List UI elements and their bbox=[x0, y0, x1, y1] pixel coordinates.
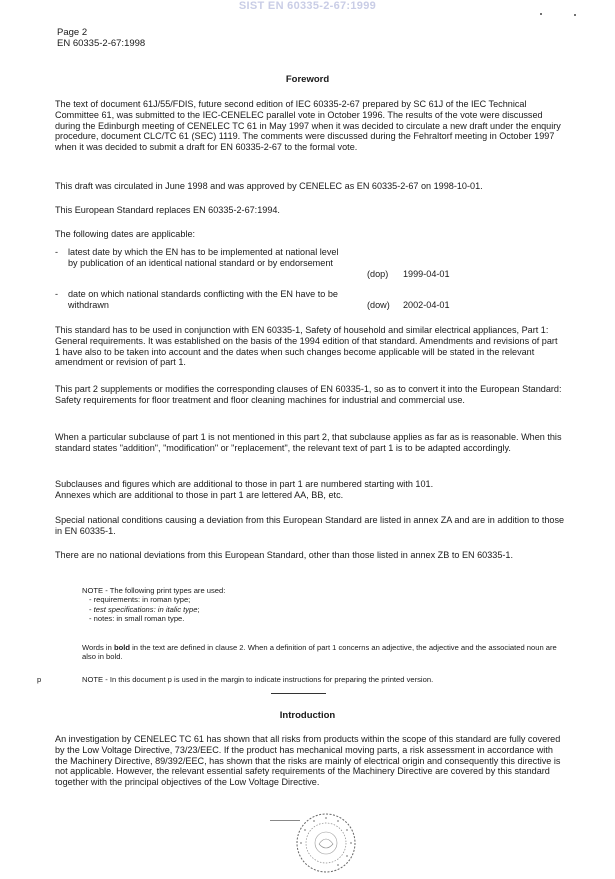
note-item-dash: - bbox=[89, 604, 94, 614]
scan-speck bbox=[540, 13, 542, 15]
foreword-paragraph: This European Standard replaces EN 60335-2-67:1994. bbox=[55, 205, 280, 215]
date-value: 2002-04-01 bbox=[403, 300, 450, 310]
note-item: - notes: in small roman type. bbox=[89, 614, 185, 624]
date-description: date on which national standards conflicting with the EN have to be withdrawn bbox=[68, 289, 338, 310]
official-stamp bbox=[295, 812, 357, 874]
bold-words-note bbox=[82, 643, 562, 662]
margin-p-marker: p bbox=[37, 675, 42, 684]
note-item bbox=[82, 605, 225, 614]
bold-words-bold: bold bbox=[113, 643, 130, 652]
bold-words-post: in the text are defined in clause 2. When a definition of part 1 concerns an adjective, the adjective and the associated noun are also in bold. bbox=[82, 643, 557, 662]
note-item: - requirements: in roman type; bbox=[89, 595, 191, 605]
document-id: EN 60335-2-67:1998 bbox=[57, 38, 146, 49]
note-print-types bbox=[82, 586, 225, 624]
page-header bbox=[57, 27, 145, 49]
bold-words-pre: Words in bbox=[82, 643, 114, 652]
foreword-paragraph: When a particular subclause of part 1 is not mentioned in this part 2, that subclause applies as far as is reasonable. When this standard states "addition", "modification" or "replacement", the relevant text of part 1 is to be adapted accordingly. bbox=[55, 432, 562, 453]
scan-speck bbox=[574, 14, 576, 16]
stamp-underline bbox=[270, 820, 300, 821]
foreword-paragraph: Subclauses and figures which are additional to those in part 1 are numbered starting with 101. bbox=[55, 479, 434, 489]
foreword-paragraph: The text of document 61J/55/FDIS, future second edition of IEC 60335-2-67 prepared by SC 61J of the IEC Technical Committee 61, was submitted to the IEC-CENELEC parallel vote in October 1996. The results of the vote were discussed during the Edinburgh meeting of CENELEC TC 61 in May 1997 when it was decided to circulate a new draft under the enquiry procedure, document CLC/TC 61 (SEC) 1119. The comments were discussed during the Fehraltorf meeting in October 1997 when it was decided to submit a draft for EN 60335-2-67 to the formal vote. bbox=[55, 99, 561, 153]
note-lead: NOTE - The following print types are used: bbox=[82, 586, 226, 595]
date-description: latest date by which the EN has to be implemented at national level by publication of an identical national standard or by endorsement bbox=[68, 247, 339, 268]
introduction-paragraph: An investigation by CENELEC TC 61 has shown that all risks from products within the scope of this standard are fully covered by the Low Voltage Directive, 73/23/EEC. If the product has mechanical moving parts, a risk assessment in accordance with the Machinery Directive, 89/392/EEC, has shown that the risks are mainly of electrical origin and consequently this directive is not applicable. However, the relevant essential safety requirements of the Machinery Directive are covered by this standard together with the principal objectives of the Low Voltage Directive. bbox=[55, 734, 561, 788]
date-value: 1999-04-01 bbox=[403, 269, 450, 279]
foreword-paragraph: The following dates are applicable: bbox=[55, 229, 196, 239]
stamp-seal-icon bbox=[295, 812, 357, 874]
foreword-paragraph: Annexes which are additional to those in part 1 are lettered AA, BB, etc. bbox=[55, 490, 344, 500]
note-item-italic: test specifications: in italic type bbox=[93, 604, 198, 614]
note-margin-instruction: NOTE - In this document p is used in the margin to indicate instructions for preparing the printed version. bbox=[82, 675, 434, 684]
page-number: Page 2 bbox=[57, 27, 88, 38]
foreword-paragraph: There are no national deviations from this European Standard, other than those listed in annex ZB to EN 60335-1. bbox=[55, 550, 513, 560]
foreword-paragraph: Special national conditions causing a deviation from this European Standard are listed in annex ZA and are in addition to those in EN 60335-1. bbox=[55, 515, 565, 536]
foreword-title: Foreword bbox=[285, 74, 330, 85]
foreword-paragraph: This standard has to be used in conjunction with EN 60335-1, Safety of household and similar electrical appliances, Part 1: General requirements. It was established on the basis of the 1994 edition of that standard. Amendments and revisions of part 1 have also to be taken into account and the dates when such changes become applicable will be stated in the relevant amendment or revision of part 1. bbox=[55, 325, 558, 368]
foreword-paragraph: This part 2 supplements or modifies the corresponding clauses of EN 60335-1, so as to convert it into the European Standard: Safety requirements for floor treatment and floor cleaning machines for industrial and commercial use. bbox=[55, 384, 562, 405]
date-abbreviation: (dow) bbox=[367, 300, 390, 310]
date-abbreviation: (dop) bbox=[367, 269, 389, 279]
foreword-paragraph: This draft was circulated in June 1998 and was approved by CENELEC as EN 60335-2-67 on 1998-10-01. bbox=[55, 181, 483, 191]
watermark: SIST EN 60335-2-67:1999 bbox=[238, 0, 377, 12]
section-divider bbox=[271, 693, 326, 694]
note-item-end: ; bbox=[197, 604, 200, 614]
introduction-title: Introduction bbox=[279, 710, 336, 721]
list-dash: - bbox=[55, 289, 59, 299]
list-dash: - bbox=[55, 247, 59, 257]
